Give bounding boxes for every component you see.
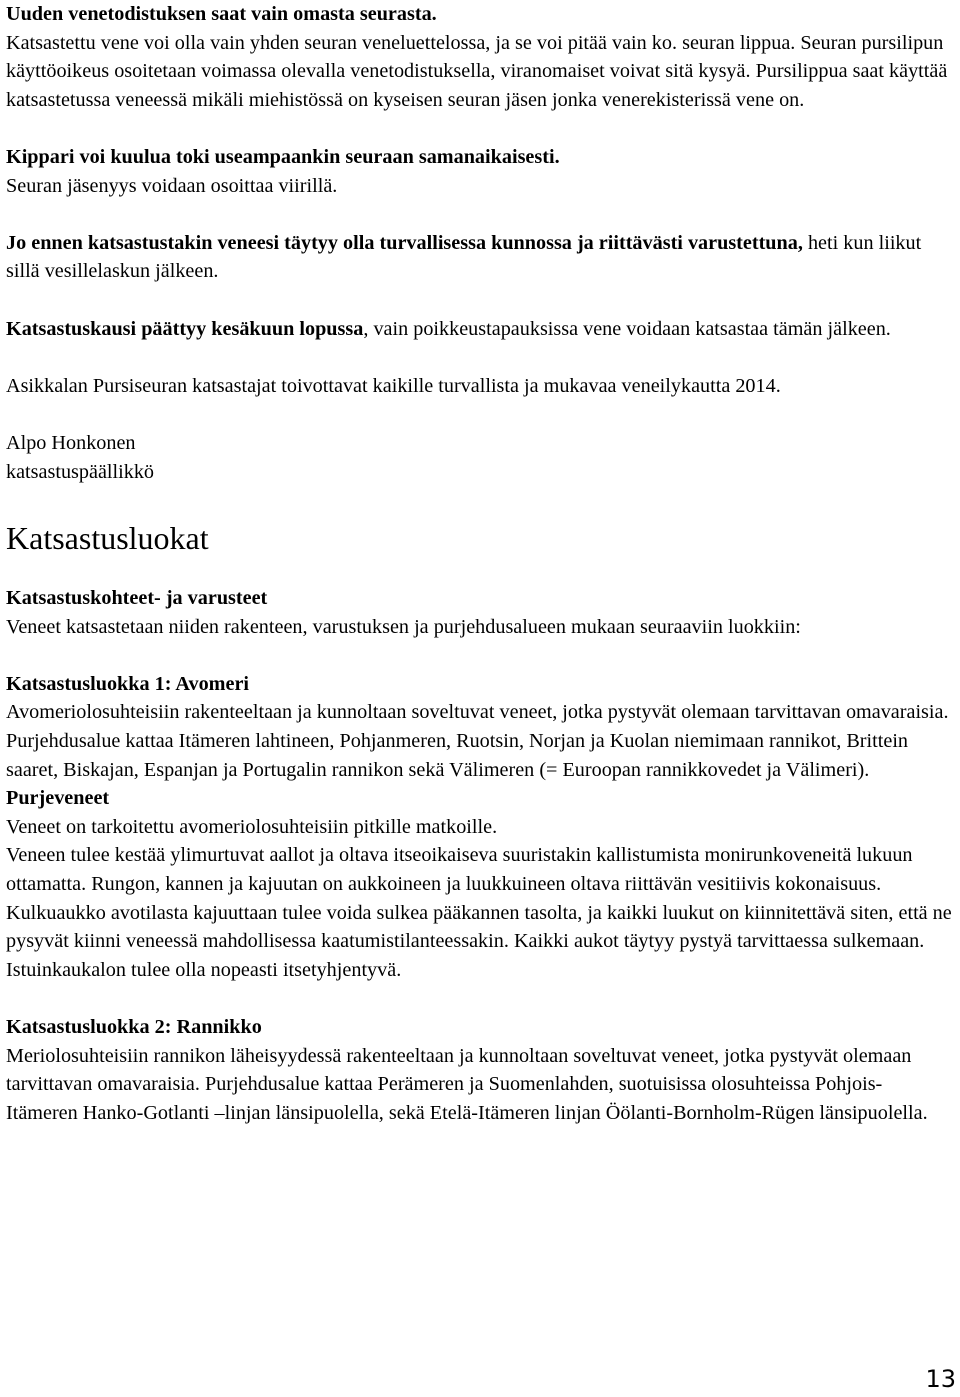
subheading-text: Veneet katsastetaan niiden rakenteen, varustuksen ja purjehdusalueen mukaan seuraaviin luokkiin: <box>6 615 801 638</box>
page-number: 13 <box>925 1365 956 1393</box>
subheading: Katsastuskohteet- ja varusteet <box>6 587 268 610</box>
intro-paragraph-3 <box>6 229 952 286</box>
intro-p3-bold: Jo ennen katsastustakin veneesi täytyy olla turvallisessa kunnossa ja riittävästi varustettuna, <box>6 231 803 254</box>
signature-title: katsastuspäällikkö <box>6 460 155 483</box>
class1-sub-text-1: Veneet on tarkoitettu avomeriolosuhteisiin pitkille matkoille. <box>6 815 498 838</box>
subheading-block <box>6 584 952 641</box>
class2-block <box>6 1013 952 1127</box>
class2-text: Meriolosuhteisiin rannikon läheisyydessä rakenteeltaan ja kunnoltaan soveltuvat veneet, jotka pystyvät olemaan tarvittavan omavaraisia. Purjehdusalue kattaa Perämeren ja Suomenlahden, suotuisissa olosuhteissa Pohjois-Itämeren Hanko-Gotlanti –linjan länsipuolella, sekä Etelä-Itämeren linjan Öölanti-Bornholm-Rügen länsipuolella. <box>6 1044 928 1124</box>
class2-heading: Katsastusluokka 2: Rannikko <box>6 1016 262 1038</box>
signature-name: Alpo Honkonen <box>6 431 136 454</box>
section-title: Katsastusluokat <box>6 520 209 557</box>
intro-paragraph-4 <box>6 315 952 344</box>
class1-heading: Katsastusluokka 1: Avomeri <box>6 672 250 695</box>
class1-block <box>6 670 952 985</box>
intro-p4-bold: Katsastuskausi päättyy kesäkuun lopussa <box>6 317 364 340</box>
intro-p1-bold: Uuden venetodistuksen saat vain omasta seurasta. <box>6 3 437 25</box>
intro-paragraph-5: Asikkalan Pursiseuran katsastajat toivottavat kaikille turvallista ja mukavaa veneilykautta 2014. <box>6 374 781 397</box>
intro-p1-text: Katsastettu vene voi olla vain yhden seuran veneluettelossa, ja se voi pitää vain ko. seuran lippua. Seuran pursilipun käyttöoikeus osoitetaan voimassa olevalla venetodistuksella, viranomaiset voivat sitä kysyä. Pursilippua saat käyttää katsastetussa veneessä mikäli miehistössä on kyseisen seuran jäsen jonka venerekisterissä vene on. <box>6 31 948 111</box>
class1-text: Avomeriolosuhteisiin rakenteeltaan ja kunnoltaan soveltuvat veneet, jotka pystyvät olemaan tarvittavan omavaraisia. Purjehdusalue kattaa Itämeren lahtineen, Pohjanmeren, Ruotsin, Norjan ja Kuolan niemimaan rannikot, Brittein saaret, Biskajan, Espanjan ja Portugalin rannikon sekä Välimeren (= Euroopan rannikkovedet ja Välimeri). <box>6 701 949 781</box>
intro-p4-text: , vain poikkeustapauksissa vene voidaan katsastaa tämän jälkeen. <box>363 317 891 340</box>
document-page <box>6 0 952 1127</box>
intro-p2-bold: Kippari voi kuulua toki useampaankin seuraan samanaikaisesti. <box>6 145 560 168</box>
intro-paragraph-2 <box>6 143 952 200</box>
class1-sub-heading: Purjeveneet <box>6 787 110 810</box>
intro-p2-text: Seuran jäsenyys voidaan osoittaa viirillä. <box>6 174 338 197</box>
class1-sub-text-2: Veneen tulee kestää ylimurtuvat aallot ja oltava itseoikaiseva suuristakin kallistumista monirunkoveneitä lukuun ottamatta. Rungon, kannen ja kajuutan on aukkoineen ja luukkuineen oltava riittävän vesitiivis kokonaisuus. Kulkuaukko avotilasta kajuuttaan tulee voida sulkea pääkannen tasolta, ja kaikki luukut on kiinnitettävä siten, että ne pysyvät kiinni veneessä mahdollisessa kaatumistilanteessakin. Kaikki aukot täytyy pystyä tarvittaessa sulkemaan. Istuinkaukalon tulee olla nopeasti itsetyhjentyvä. <box>6 844 952 981</box>
intro-paragraph-1 <box>6 0 952 114</box>
signature <box>6 429 952 486</box>
intro-p3-text: heti kun liikut sillä vesillelaskun jälkeen. <box>6 231 922 283</box>
